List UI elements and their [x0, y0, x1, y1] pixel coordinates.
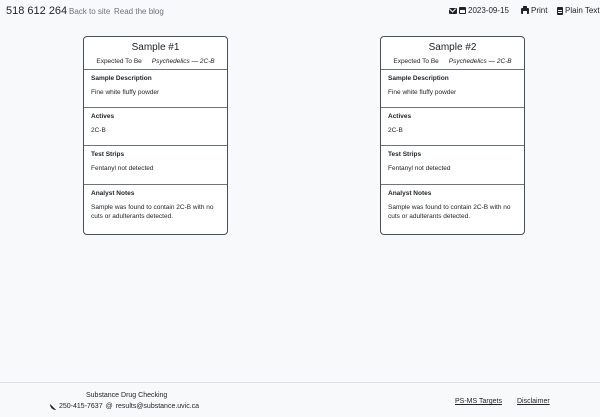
sample-title: Sample #1: [131, 42, 180, 53]
section-heading: Analyst Notes: [91, 190, 135, 197]
sample-description-section: [84, 70, 227, 108]
analyst-notes-section: [381, 185, 524, 235]
at-icon: @: [105, 403, 113, 410]
section-heading: Test Strips: [91, 151, 125, 158]
sample-description-section: [381, 70, 524, 108]
section-text: Fine white fluffy powder: [388, 89, 457, 96]
section-text: Fine white fluffy powder: [91, 89, 160, 96]
section-heading: Actives: [91, 113, 115, 120]
section-text: 2C-B: [388, 127, 403, 134]
footer-title: Substance Drug Checking: [86, 392, 168, 399]
plain-text-button[interactable]: [557, 6, 600, 15]
test-strips-section: [84, 146, 227, 185]
expected-value: Psychedelics — 2C-B: [448, 58, 512, 65]
brand-number[interactable]: 518 612 264: [6, 5, 68, 17]
sample-card-header: [381, 37, 524, 70]
section-text: Sample was found to contain 2C-B with no cuts or adulterants detected.: [91, 204, 214, 220]
section-heading: Actives: [388, 113, 412, 120]
expected-label: Expected To Be: [96, 58, 142, 65]
plain-text-label: Plain Text: [565, 6, 600, 15]
expected-row: [84, 58, 227, 65]
section-text: 2C-B: [91, 127, 106, 134]
printer-icon: [521, 8, 529, 14]
footer-phone[interactable]: 250-415-7637: [59, 403, 103, 410]
actives-section: [84, 108, 227, 146]
sample-card-header: [84, 37, 227, 70]
print-button[interactable]: [521, 6, 547, 15]
print-label: Print: [531, 6, 548, 15]
test-strips-section: [381, 146, 524, 185]
footer-contact: [50, 403, 199, 410]
section-text: Fentanyl not detected: [91, 165, 154, 172]
sample-card-1: [83, 36, 228, 235]
section-heading: Sample Description: [91, 75, 152, 82]
expected-row: [381, 58, 524, 65]
date-text: 2023-09-15: [468, 6, 509, 15]
expected-value: Psychedelics — 2C-B: [151, 58, 215, 65]
back-to-site-link[interactable]: Back to site: [69, 7, 111, 16]
disclaimer-link[interactable]: Disclaimer: [517, 398, 550, 405]
section-text: Sample was found to contain 2C-B with no cuts or adulterants detected.: [388, 204, 511, 220]
analyst-notes-section: [84, 185, 227, 235]
envelope-icon: [449, 8, 457, 14]
sample-card-2: [380, 36, 525, 235]
footer-email[interactable]: results@substance.uvic.ca: [115, 403, 200, 410]
file-text-icon: [557, 7, 563, 15]
page-footer: [0, 382, 600, 417]
sample-title: Sample #2: [428, 42, 477, 53]
top-navbar: [0, 0, 600, 24]
section-heading: Analyst Notes: [388, 190, 432, 197]
section-heading: Test Strips: [388, 151, 422, 158]
read-blog-link[interactable]: Read the blog: [114, 7, 164, 16]
actives-section: [381, 108, 524, 146]
date-display: [449, 6, 509, 15]
expected-label: Expected To Be: [393, 58, 439, 65]
phone-icon: [50, 404, 56, 410]
section-text: Fentanyl not detected: [388, 165, 451, 172]
calendar-icon: [459, 7, 466, 14]
ps-ms-targets-link[interactable]: PS-MS Targets: [455, 398, 502, 405]
section-heading: Sample Description: [388, 75, 449, 82]
